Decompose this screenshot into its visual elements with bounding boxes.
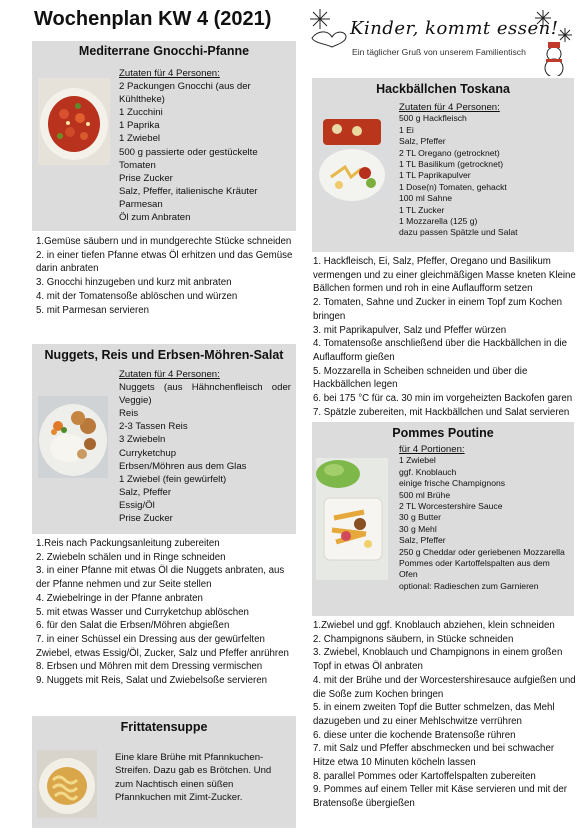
ingredient: Pommes oder Kartoffelspalten aus dem Ofen [399, 558, 550, 580]
ingredient: 1 Dose(n) Tomaten, gehackt [399, 181, 507, 192]
step: 5. in einem zweiten Topf die Butter schmelzen, das Mehl dazugeben und zu einer Mehlschwitze verrühren [313, 702, 555, 727]
ingredient: Salz, Pfeffer [399, 136, 446, 147]
recipe-box-gnocchi [32, 41, 296, 231]
ingredient: Nuggets (aus Hähnchenfleisch oder Veggie) [119, 382, 291, 407]
step: 2. in einer tiefen Pfanne etwas Öl erhitzen und das Gemüse darin anbraten [36, 249, 293, 275]
ingredient: 1 Paprika [119, 120, 160, 132]
step: 7. in einer Schüssel ein Dressing aus der gewürfelten Zwiebel, etwas Essig/Öl, Zucker, Salz und Pfeffer anrühren [36, 633, 289, 659]
logo-subtitle: Ein täglicher Gruß von unserem Familientisch [352, 47, 526, 57]
ingredient: 1 Zwiebel [399, 455, 436, 466]
step: 9. Nuggets mit Reis, Salat und Zwiebelsoße servieren [36, 675, 267, 687]
ingredient: 1 TL Basilikum (getrocknet) [399, 159, 504, 170]
page-title: Wochenplan KW 4 (2021) [34, 8, 272, 30]
ingredient: 1 TL Paprikapulver [399, 170, 471, 181]
ingredient: Öl zum Anbraten [119, 212, 191, 224]
recipe-box-frittaten [32, 716, 296, 828]
step: 2. Zwiebeln schälen und in Ringe schneiden [36, 551, 226, 563]
ingredient: 2-3 Tassen Reis [119, 421, 188, 433]
step: 1.Zwiebel und ggf. Knoblauch abziehen, klein schneiden [313, 620, 555, 631]
nuggets-photo [38, 396, 108, 478]
recipe-box-hackbaellchen [312, 78, 574, 252]
recipe-title: Mediterrane Gnocchi-Pfanne [78, 44, 250, 58]
ingredient: Parmesan [119, 198, 163, 210]
step: 3. mit Paprikapulver, Salz und Pfeffer würzen [313, 324, 507, 336]
ingredients-heading: für 4 Portionen: [399, 444, 465, 455]
ingredient: 1 Ei [399, 124, 414, 135]
ingredient: 3 Zwiebeln [119, 434, 166, 446]
ingredient: 500 ml Brühe [399, 489, 451, 500]
ingredient: 1 Mozzarella (125 g) [399, 216, 478, 227]
ingredient: dazu passen Spätzle und Salat [399, 227, 518, 238]
ingredient: Essig/Öl [119, 499, 155, 511]
step: 4. mit der Tomatensoße ablöschen und würzen [36, 290, 238, 302]
steps-hackbaellchen [313, 255, 578, 419]
poutine-photo [316, 458, 388, 580]
step: 4. Zwiebelringe in der Pfanne anbraten [36, 592, 203, 604]
step: 1. Hackfleisch, Ei, Salz, Pfeffer, Oregano und Basilikum vermengen und zu einer gleichmäßigen Masse kneten Kleine Bällchen formen und roh in eine Auflaufform setzen [313, 256, 576, 295]
ingredient: Salz, Pfeffer [119, 486, 172, 498]
ingredient: Erbsen/Möhren aus dem Glas [119, 460, 247, 472]
recipe-title: Hackbällchen Toskana [376, 82, 510, 96]
logo [306, 6, 576, 76]
ingredients-heading: Zutaten für 4 Personen: [119, 68, 220, 79]
logo-text: Kinder, kommt essen! [350, 18, 559, 39]
snowflake-icon [310, 9, 330, 29]
ingredient: 100 ml Sahne [399, 193, 453, 204]
ingredient: einige frische Champignons [399, 478, 506, 489]
step: 1.Gemüse säubern und in mundgerechte Stücke schneiden [36, 236, 292, 247]
step: 9. Pommes auf einem Teller mit Käse servieren und mit der Bratensoße übergießen [313, 784, 567, 810]
step: 4. mit der Brühe und der Worcestershiresauce aufgießen und die Soße zum Kochen bringen [313, 674, 576, 700]
step: 6. bei 175 °C für ca. 30 min im vorgeheizten Backofen garen [313, 393, 573, 405]
ingredient: optional: Radieschen zum Garnieren [399, 580, 539, 591]
frittaten-photo [37, 750, 97, 818]
step: 5. mit etwas Wasser und Curryketchup ablöschen [36, 606, 249, 618]
recipe-box-nuggets [32, 344, 296, 534]
ingredient: 250 g Cheddar oder geriebenen Mozzarella [399, 546, 565, 557]
step: 3. in einer Pfanne mit etwas Öl die Nuggets anbraten, aus der Pfanne nehmen und zur Seite stellen [36, 565, 285, 591]
ingredient: 500 g passierte oder gestückelte Tomaten [119, 146, 258, 171]
ingredient: ggf. Knoblauch [399, 466, 457, 477]
step: 2. Champignons säubern, in Stücke schneiden [313, 633, 514, 645]
recipe-title: Nuggets, Reis und Erbsen-Möhren-Salat [44, 348, 284, 362]
ingredients-hackbaellchen [399, 102, 569, 239]
ingredient: 1 Zwiebel [119, 133, 161, 145]
step: 6. für den Salat die Erbsen/Möhren abgießen [36, 620, 230, 632]
step: 7. Spätzle zubereiten, mit Hackbällchen und Salat servieren [313, 406, 570, 418]
ingredient: Reis [119, 408, 139, 420]
ingredient: 500 g Hackfleisch [399, 113, 467, 124]
step: 2. Tomaten, Sahne und Zucker in einem Topf zum Kochen bringen [313, 297, 562, 322]
step: 3. Zwiebel, Knoblauch und Champignons in einem großen Topf in etwas Öl anbraten [313, 647, 563, 673]
ingredients-heading: Zutaten für 4 Personen: [119, 369, 220, 380]
ingredient: 1 Zucchini [119, 107, 163, 119]
ingredients-nuggets [119, 368, 291, 525]
step: 5. mit Parmesan servieren [36, 304, 150, 316]
ingredients-heading: Zutaten für 4 Personen: [399, 102, 500, 113]
frittaten-description: Eine klare Brühe mit Pfannkuchen-Streifen. Dazu gab es Brötchen. Und zum Nachtisch einen süßen Pfannkuchen mit Zimt-Zucker. [115, 752, 272, 804]
ingredients-poutine [399, 444, 569, 592]
ingredient: 1 Zwiebel (fein gewürfelt) [119, 473, 227, 485]
heart-icon [312, 32, 346, 47]
ingredient: 2 Packungen Gnocchi (aus der Kühltheke) [119, 81, 251, 106]
ingredient: Curryketchup [119, 447, 177, 459]
steps-gnocchi [36, 235, 296, 317]
recipe-title: Frittatensuppe [120, 720, 208, 734]
steps-poutine [313, 619, 578, 811]
step: 4. Tomatensoße anschließend über die Hackbällchen in die Auflaufform gießen [313, 338, 568, 363]
step: 3. Gnocchi hinzugeben und kurz mit anbraten [36, 277, 232, 289]
ingredient: 30 g Mehl [399, 523, 437, 534]
ingredient: Salz, Pfeffer, italienische Kräuter [119, 185, 258, 197]
gnocchi-photo [38, 78, 110, 165]
snowflake-icon [558, 28, 572, 42]
ingredient: Prise Zucker [119, 513, 173, 525]
step: 5. Mozzarella in Scheiben schneiden und über die Hackbällchen legen [313, 365, 528, 391]
ingredient: 1 TL Zucker [399, 204, 445, 215]
ingredient: 2 TL Oregano (getrocknet) [399, 147, 500, 158]
steps-nuggets [36, 537, 298, 688]
recipe-box-poutine [312, 422, 574, 616]
ingredient: 2 TL Worcestershire Sauce [399, 501, 503, 512]
logo-graphic [306, 6, 576, 76]
hackbaellchen-photo [317, 115, 388, 203]
step: 8. parallel Pommes oder Kartoffelspalten zubereiten [313, 770, 536, 782]
step: 8. Erbsen und Möhren mit dem Dressing vermischen [36, 661, 263, 673]
ingredient: 30 g Butter [399, 512, 442, 523]
ingredient: Prise Zucker [119, 172, 173, 184]
step: 1.Reis nach Packungsanleitung zubereiten [36, 538, 220, 549]
step: 7. mit Salz und Pfeffer abschmecken und bei schwacher Hitze etwa 10 Minuten köcheln lassen [313, 743, 555, 769]
recipe-title: Pommes Poutine [392, 426, 494, 440]
ingredients-gnocchi [119, 67, 291, 224]
ingredient: Salz, Pfeffer [399, 535, 446, 546]
snowman-icon [545, 42, 563, 76]
step: 6. diese unter die kochende Bratensoße rühren [313, 729, 516, 741]
